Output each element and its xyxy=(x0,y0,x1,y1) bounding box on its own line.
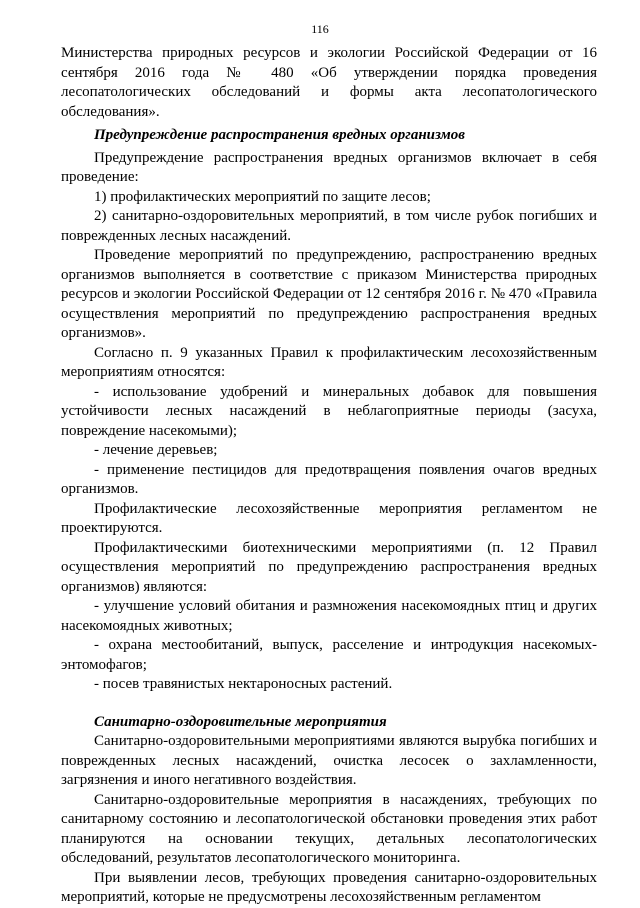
paragraph: Санитарно-оздоровительные мероприятия в насаждениях, требующих по санитарному состоянию и лесопатологической обстановки проведения этих работ планируются на основании текущих, детальных лесопатологических обследований, результатов лесопатологического мониторинга. xyxy=(61,791,597,866)
list-item: - посев травянистых нектароносных растений. xyxy=(94,676,393,692)
paragraph: Проведение мероприятий по предупреждению, распространению вредных организмов выполняется в соответствие с приказом Министерства природных ресурсов и экологии Российской Федерации от 12 сентября 2016 г. № 470 «Правила осуществления мероприятий по предупреждению распространения вредных организмов». xyxy=(61,247,597,341)
page-number: 116 xyxy=(311,22,329,36)
paragraph-continuation: Министерства природных ресурсов и экологии Российской Федерации от 16 сентября 2016 года № 480 «Об утверждении порядка проведения лесопатологических обследований и формы акта лесопатологического обследования». xyxy=(61,45,597,120)
paragraph: Профилактические лесохозяйственные мероприятия регламентом не проектируются. xyxy=(61,500,597,536)
paragraph: Санитарно-оздоровительными мероприятиями являются вырубка погибших и поврежденных лесных насаждений, очистка лесосек о захламленности, загрязнения и иного негативного воздействия. xyxy=(61,733,597,788)
section-heading-sanitary: Санитарно-оздоровительные мероприятия xyxy=(94,713,387,730)
list-item: - применение пестицидов для предотвращения появления очагов вредных организмов. xyxy=(61,461,597,497)
list-item: 1) профилактических мероприятий по защите лесов; xyxy=(94,188,431,205)
list-item: 2) санитарно-оздоровительных мероприятий, в том числе рубок погибших и поврежденных лесных насаждений. xyxy=(61,208,597,244)
document-body xyxy=(61,44,597,908)
section-heading-prevention: Предупреждение распространения вредных организмов xyxy=(94,127,465,143)
list-item: - использование удобрений и минеральных добавок для повышения устойчивости лесных насаждений в неблагоприятные периоды (засуха, повреждение насекомыми); xyxy=(61,383,597,439)
list-item: - улучшение условий обитания и размножения насекомоядных птиц и других насекомоядных животных; xyxy=(61,598,597,634)
paragraph: При выявлении лесов, требующих проведения санитарно-оздоровительных мероприятий, которые не предусмотрены лесохозяйственным регламентом xyxy=(61,869,597,905)
list-item: - охрана местообитаний, выпуск, расселение и интродукция насекомых-энтомофагов; xyxy=(61,637,597,673)
list-item: - лечение деревьев; xyxy=(94,442,218,458)
paragraph: Предупреждение распространения вредных организмов включает в себя проведение: xyxy=(61,149,597,185)
paragraph: Согласно п. 9 указанных Правил к профилактическим лесохозяйственным мероприятиям относятся: xyxy=(61,344,597,380)
paragraph: Профилактическими биотехническими мероприятиями (п. 12 Правил осуществления мероприятий по предупреждению распространения вредных организмов) являются: xyxy=(61,539,597,595)
